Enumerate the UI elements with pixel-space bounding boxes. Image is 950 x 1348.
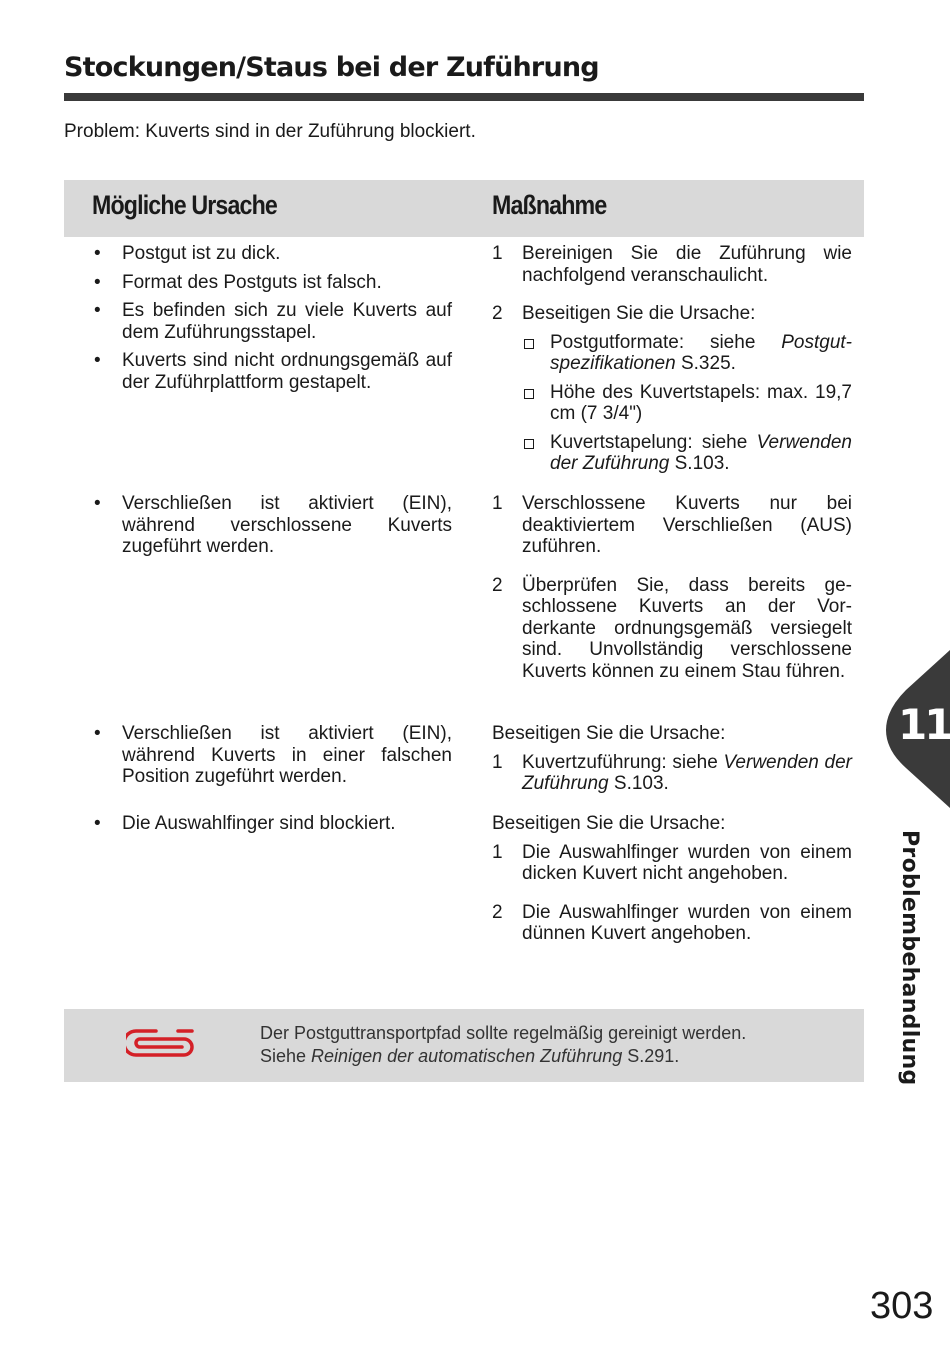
cause-item: • Verschließen ist aktiviert (EIN), während verschlossene Kuverts zugeführt werden. [94,493,452,557]
checkbox-square-icon [524,439,534,449]
action-cell [492,493,852,682]
note-line-1: Der Postguttransportpfad sollte regelmäßig gereinigt werden. [260,1023,747,1043]
problem-statement: Problem: Kuverts sind in der Zuführung blockiert. [64,121,476,142]
action-step: 2 Beseitigen Sie die Ursache: [492,303,756,324]
action-intro: Beseitigen Sie die Ursache: [492,813,726,834]
cause-item: • Format des Postguts ist falsch. [94,271,382,293]
bullet-marker: • [94,300,101,321]
page-title: Stockungen/Staus bei der Zuführung [64,52,599,83]
cause-cell [92,243,452,400]
table-header [64,180,864,237]
action-subitem: Höhe des Kuvertstapels: max. 19,7 cm (7 3/4") [492,382,852,425]
bullet-marker: • [94,493,101,514]
chapter-number: 11 [898,700,950,749]
checkbox-square-icon [524,339,534,349]
cross-reference-link[interactable]: Reinigen der automatischen Zuführung [311,1046,623,1066]
bullet-marker: • [94,271,101,293]
cross-reference-link[interactable]: Verwenden der Zuführung [550,431,852,474]
header-cause: Mögliche Ursache [92,190,277,220]
title-rule [64,93,864,101]
action-step: 1 Bereinigen Sie die Zuführung wie nachfolgend veranschaulicht. [492,243,852,286]
action-cell [492,723,852,795]
note-text [260,1022,840,1068]
action-step: 2 Die Auswahlfinger wurden von einem dünnen Kuvert angehoben. [492,901,852,944]
cause-item: • Postgut ist zu dick. [94,243,281,264]
action-cell [492,813,852,945]
bullet-marker: • [94,813,101,834]
page-number: 303 [870,1285,934,1327]
action-step: 1 Verschlossene Kuverts nur bei deaktiviertem Verschließen (AUS) zuführen. [492,493,852,557]
action-step: 1 Die Auswahlfinger wurden von einem dicken Kuvert nicht angehoben. [492,841,852,884]
header-action: Maßnahme [492,190,607,220]
action-subitem: Postgutformate: siehe Postgutspezifikationen S.325. [492,332,852,375]
cause-item: • Verschließen ist aktiviert (EIN), während Kuverts in einer falschen Position zugeführt werden. [94,723,452,787]
bullet-marker: • [94,350,101,371]
action-subitem: Kuvertstapelung: siehe Verwenden der Zuführung S.103. [492,432,852,475]
cross-reference-link[interactable]: Verwenden der Zuführung [522,751,852,794]
action-step: 2 Überprüfen Sie, dass bereits geschlossene Kuverts an der Vorderkante ordnungsgemäß versiegelt sind. Unvollständig verschlossene Kuverts können zu einem Stau führen. [492,574,852,682]
bullet-marker: • [94,723,101,744]
cause-item: • Es befinden sich zu viele Kuverts auf dem Zuführungsstapel. [94,300,452,343]
action-intro: Beseitigen Sie die Ursache: [492,723,726,744]
action-step: 1 Kuvertzuführung: siehe Verwenden der Zuführung S.103. [492,751,852,794]
cause-cell [92,723,452,795]
paperclip-icon [126,1027,198,1063]
cause-item: • Kuverts sind nicht ordnungsgemäß auf der Zuführplattform gestapelt. [94,350,452,393]
chapter-label: Problembehandlung [897,830,922,1086]
action-cell [492,243,852,475]
cross-reference-link[interactable]: Postgutspezifikationen [550,331,852,374]
bullet-marker: • [94,243,101,264]
cause-cell [92,813,452,842]
note-line-2: Siehe Reinigen der automatischen Zuführung S.291. [260,1046,680,1066]
cause-cell [92,493,452,565]
checkbox-square-icon [524,389,534,399]
cause-item: • Die Auswahlfinger sind blockiert. [94,813,396,834]
